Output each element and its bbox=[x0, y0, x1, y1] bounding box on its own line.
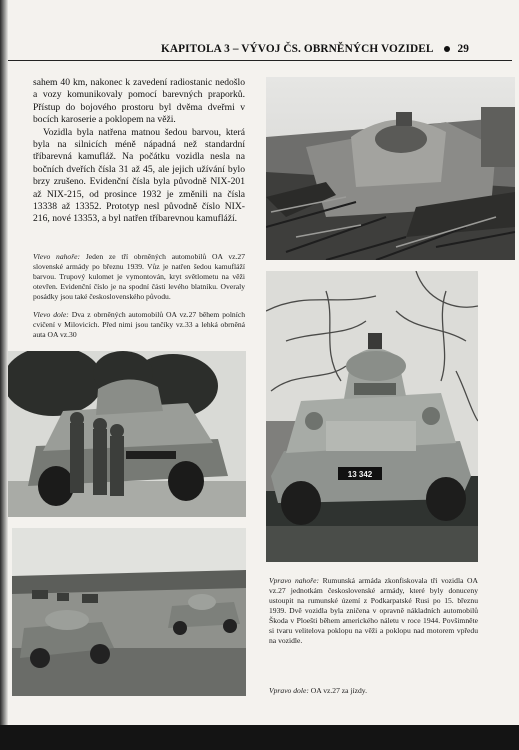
photo-armored-car-plate bbox=[266, 271, 478, 562]
caption-top-right bbox=[269, 576, 478, 646]
caption-text: Rumunská armáda zkonfiskovala tři vozidla OA vz.27 jednotkám československé armády, které byly donuceny ustoupit na rumunské území z Podkarpatské Rusi po 15. březnu 1939. Dvě vozidla byla zničena v opravně nákladních automobilů Škoda v Ploešti během amerického náletu v roce 1944. Povšimněte si tvaru velitelova poklopu na věži a poklopu nad motorem vpředu na vozidle. bbox=[269, 576, 478, 645]
header-rule bbox=[8, 60, 512, 61]
book-spine-shadow bbox=[0, 0, 8, 750]
page-number: 29 bbox=[457, 43, 470, 55]
caption-text: OA vz.27 za jízdy. bbox=[308, 686, 367, 695]
body-text bbox=[33, 77, 245, 226]
caption-text: Dva z obrněných automobilů OA vz.27 během polních cvičení v Milovicích. Před nimi jsou tančíky vz.33 a lehká obrněná auta OA vz.30 bbox=[33, 310, 246, 339]
photo-wrecked-car bbox=[266, 77, 515, 260]
bullet-dot-icon bbox=[444, 46, 450, 52]
caption-text: Jeden ze tří obrněných automobilů OA vz.27 slovenské armády po březnu 1939. Vůz je natřen šedou kamufláží barvou. Trupový kulomet je vymontován, kryt světlometu na věži otevřen. Evidenční číslo je na spodní části levého blatníku. Overaly posádky jsou také československého původu. bbox=[33, 252, 246, 301]
body-paragraph: Vozidla byla natřena matnou šedou barvou, která byla na silnicích méně nápadná než standardní tříbarevná kamufláž. Na počátku vozidla nesla na bočních dveřích čísla 31 až 45, ale jejich užívání bylo brzy zrušeno. Evidenční čísla byla původně NIX-201 až NIX-215, od prosince 1932 je změnili na čísla 13338 až 13352. Prototyp nesl původně číslo NIX-216, nové 13353, a byl natřen tříbarevnou kamufláží. bbox=[33, 126, 245, 225]
caption-bottom-left bbox=[33, 310, 245, 340]
scan-border bbox=[0, 725, 519, 750]
caption-lead: Vlevo dole: bbox=[33, 310, 69, 319]
caption-lead: Vlevo nahoře: bbox=[33, 252, 81, 261]
caption-lead: Vpravo dole: bbox=[269, 686, 309, 695]
body-paragraph: sahem 40 km, nakonec k zavedení radiostanic nedošlo a vozy komunikovaly pomocí barevných praporků. Přístup do bojového prostoru byl dvěma dveřmi v bocích karoserie a poklopem na věži. bbox=[33, 77, 245, 126]
caption-bottom-right bbox=[269, 686, 478, 696]
chapter-title: KAPITOLA 3 – VÝVOJ ČS. OBRNĚNÝCH VOZIDEL bbox=[161, 43, 434, 55]
caption-lead: Vpravo nahoře: bbox=[269, 576, 319, 585]
photo-milovice-exercise bbox=[12, 528, 246, 696]
caption-top-left bbox=[33, 252, 245, 302]
photo-slovak-armored-car bbox=[8, 351, 246, 517]
plate-number: 13 342 bbox=[347, 470, 373, 479]
running-header bbox=[161, 43, 469, 55]
